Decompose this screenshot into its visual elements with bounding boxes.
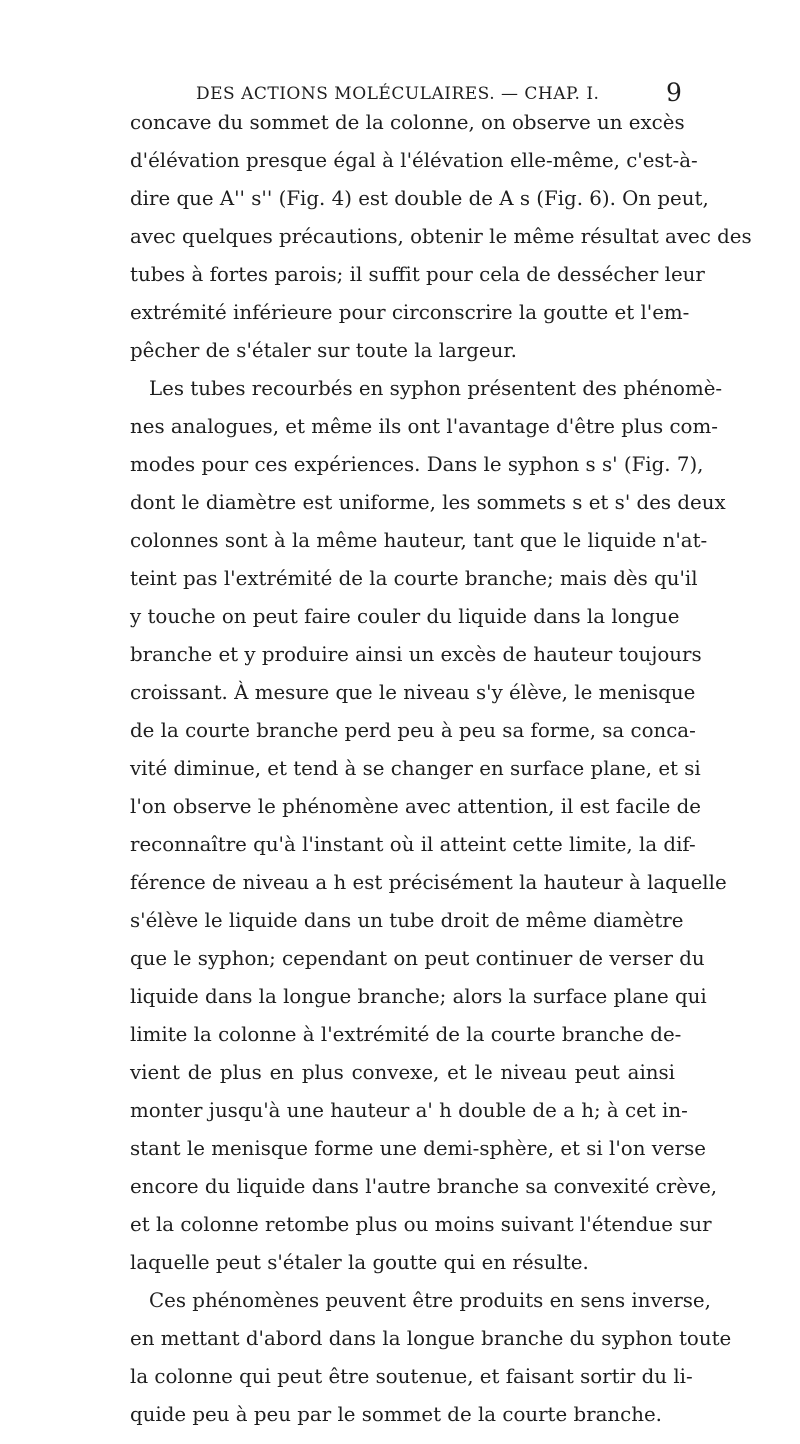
- text-line: vient de plus en plus convexe, et le niveau peut ainsi: [130, 1061, 675, 1084]
- body-text: [130, 104, 752, 1434]
- text-line: férence de niveau a h est précisément la hauteur à laquelle: [130, 871, 727, 894]
- text-line: teint pas l'extrémité de la courte branche; mais dès qu'il: [130, 567, 698, 590]
- text-line: tubes à fortes parois; il suffit pour cela de dessécher leur: [130, 263, 705, 286]
- text-line: quide peu à peu par le sommet de la courte branche.: [130, 1403, 662, 1426]
- text-line: dont le diamètre est uniforme, les sommets s et s' des deux: [130, 491, 726, 514]
- text-line: vité diminue, et tend à se changer en surface plane, et si: [130, 757, 701, 780]
- text-line: liquide dans la longue branche; alors la surface plane qui: [130, 985, 707, 1008]
- running-title: DES ACTIONS MOLÉCULAIRES. — CHAP. I.: [196, 84, 600, 104]
- text-line: nes analogues, et même ils ont l'avantage d'être plus com-: [130, 415, 718, 438]
- text-line: reconnaître qu'à l'instant où il atteint cette limite, la dif-: [130, 833, 696, 856]
- text-line: Les tubes recourbés en syphon présentent des phénomè-: [149, 377, 723, 400]
- text-line: y touche on peut faire couler du liquide dans la longue: [130, 605, 680, 628]
- page-number: 9: [666, 78, 683, 107]
- text-line: encore du liquide dans l'autre branche sa convexité crève,: [130, 1175, 718, 1198]
- text-line: avec quelques précautions, obtenir le même résultat avec des: [130, 225, 752, 248]
- text-line: l'on observe le phénomène avec attention, il est facile de: [130, 795, 701, 818]
- text-line: s'élève le liquide dans un tube droit de même diamètre: [130, 909, 684, 932]
- text-line: pêcher de s'étaler sur toute la largeur.: [130, 339, 517, 362]
- text-line: branche et y produire ainsi un excès de hauteur toujours: [130, 643, 702, 666]
- text-line: la colonne qui peut être soutenue, et faisant sortir du li-: [130, 1365, 693, 1388]
- text-line: concave du sommet de la colonne, on observe un excès: [130, 111, 685, 134]
- text-line: dire que A'' s'' (Fig. 4) est double de A s (Fig. 6). On peut,: [130, 187, 709, 210]
- text-line: extrémité inférieure pour circonscrire la goutte et l'em-: [130, 301, 690, 324]
- text-line: monter jusqu'à une hauteur a' h double de a h; à cet in-: [130, 1099, 688, 1122]
- text-line: en mettant d'abord dans la longue branche du syphon toute: [130, 1327, 732, 1350]
- text-line: modes pour ces expériences. Dans le syphon s s' (Fig. 7),: [130, 453, 704, 476]
- text-line: limite la colonne à l'extrémité de la courte branche de-: [130, 1023, 682, 1046]
- text-line: Ces phénomènes peuvent être produits en sens inverse,: [149, 1289, 711, 1312]
- text-line: laquelle peut s'étaler la goutte qui en résulte.: [130, 1251, 589, 1274]
- text-line: colonnes sont à la même hauteur, tant que le liquide n'at-: [130, 529, 708, 552]
- text-line: de la courte branche perd peu à peu sa forme, sa conca-: [130, 719, 696, 742]
- text-line: d'élévation presque égal à l'élévation elle-même, c'est-à-: [130, 149, 698, 172]
- running-header: [196, 78, 683, 107]
- text-line: et la colonne retombe plus ou moins suivant l'étendue sur: [130, 1213, 712, 1236]
- text-line: stant le menisque forme une demi-sphère, et si l'on verse: [130, 1137, 706, 1160]
- text-line: que le syphon; cependant on peut continuer de verser du: [130, 947, 705, 970]
- text-line: croissant. À mesure que le niveau s'y élève, le menisque: [130, 681, 696, 704]
